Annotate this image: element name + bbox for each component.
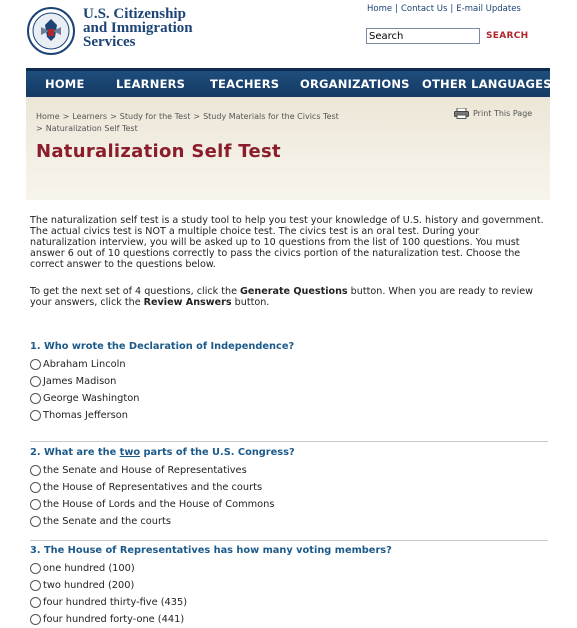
print-page-link[interactable]: [454, 108, 532, 119]
nav-learners[interactable]: LEARNERS: [116, 77, 186, 91]
option-label: the Senate and House of Representatives: [43, 465, 247, 476]
question-2-option-4[interactable]: [30, 513, 548, 530]
breadcrumb-separator: >: [36, 124, 43, 133]
breadcrumb-home[interactable]: Home: [36, 112, 60, 121]
question-1-option-3[interactable]: [30, 390, 548, 407]
question-1-option-1[interactable]: [30, 356, 548, 373]
printer-icon: [454, 108, 469, 119]
radio-button[interactable]: [30, 597, 41, 608]
print-page-label: Print This Page: [473, 109, 533, 118]
instructions-paragraph: [30, 286, 546, 308]
agency-name-line2: and Immigration: [83, 20, 193, 36]
radio-button[interactable]: [30, 499, 41, 510]
question-2-option-2[interactable]: [30, 479, 548, 496]
radio-button[interactable]: [30, 614, 41, 625]
link-separator: |: [450, 4, 454, 14]
option-label: Abraham Lincoln: [43, 359, 126, 370]
radio-button[interactable]: [30, 376, 41, 387]
radio-button[interactable]: [30, 359, 41, 370]
instructions-part1: To get the next set of 4 questions, click the: [30, 286, 241, 297]
nav-organizations[interactable]: ORGANIZATIONS: [300, 77, 410, 91]
question-2-option-3[interactable]: [30, 496, 548, 513]
generate-questions-label: Generate Questions: [240, 286, 348, 297]
breadcrumb-separator: >: [62, 112, 70, 121]
instructions-part3: button.: [231, 297, 270, 308]
nav-home[interactable]: HOME: [45, 77, 85, 91]
question-1-option-2[interactable]: [30, 373, 548, 390]
option-label: the House of Lords and the House of Commons: [43, 499, 275, 510]
option-label: four hundred thirty-five (435): [43, 597, 188, 608]
option-label: four hundred forty-one (441): [43, 614, 185, 625]
option-label: George Washington: [43, 393, 140, 404]
email-updates-link[interactable]: E-mail Updates: [456, 4, 521, 14]
nav-other-languages[interactable]: OTHER LANGUAGES: [422, 77, 552, 91]
agency-name-line3: Services: [83, 34, 136, 50]
breadcrumb-separator: >: [110, 112, 117, 121]
breadcrumb-separator: >: [193, 112, 201, 121]
breadcrumb-study[interactable]: Study for the Test: [119, 112, 191, 121]
site-header: [0, 0, 577, 68]
radio-button[interactable]: [30, 580, 41, 591]
question-1-text: 1. Who wrote the Declaration of Independence?: [30, 341, 295, 352]
option-label: the Senate and the courts: [43, 516, 171, 527]
nav-teachers[interactable]: TEACHERS: [210, 77, 280, 91]
option-label: two hundred (200): [43, 580, 135, 591]
dhs-seal-logo[interactable]: [27, 7, 75, 55]
radio-button[interactable]: [30, 465, 41, 476]
radio-button[interactable]: [30, 516, 41, 527]
intro-paragraph: The naturalization self test is a study tool to help you test your knowledge of U.S. history and government. The actual civics test is NOT a multiple choice test. The civics test is an oral test. During your naturalization interview, you will be asked up to 10 questions from the list of 100 questions. You must answer 6 out of 10 questions correctly to pass the civics portion of the naturalization test. Choose the correct answer to the questions below.: [30, 215, 544, 270]
option-label: Thomas Jefferson: [43, 410, 128, 421]
agency-name-line1: U.S. Citizenship: [83, 6, 186, 22]
question-2-prefix: 2. What are the: [30, 447, 120, 458]
question-2-option-1[interactable]: [30, 462, 548, 479]
question-3-option-4[interactable]: [30, 611, 548, 628]
agency-name[interactable]: [83, 7, 193, 49]
utility-links: [367, 4, 521, 14]
contact-us-link[interactable]: Contact Us: [400, 4, 448, 14]
option-label: the House of Representatives and the courts: [43, 482, 263, 493]
question-3: [30, 545, 548, 628]
question-2: [30, 447, 548, 530]
breadcrumb-materials[interactable]: Study Materials for the Civics Test: [203, 112, 339, 121]
main-nav: [26, 68, 550, 97]
search-button[interactable]: SEARCH: [486, 31, 529, 41]
question-1-option-4[interactable]: [30, 407, 548, 424]
breadcrumb: [36, 111, 456, 135]
question-divider: [30, 441, 548, 442]
question-3-text: 3. The House of Representatives has how many voting members?: [30, 545, 392, 556]
instructions-part2: button. When you are ready to review your answers, click the: [30, 286, 533, 308]
link-separator: |: [395, 4, 398, 14]
title-panel: [26, 97, 550, 200]
home-link[interactable]: Home: [367, 4, 393, 14]
option-label: one hundred (100): [43, 563, 135, 574]
question-3-option-2[interactable]: [30, 577, 548, 594]
breadcrumb-current: Naturalization Self Test: [45, 124, 138, 133]
question-2-suffix: parts of the U.S. Congress?: [140, 447, 295, 458]
page-title: Naturalization Self Test: [36, 141, 281, 162]
radio-button[interactable]: [30, 482, 41, 493]
review-answers-label: Review Answers: [143, 297, 232, 308]
radio-button[interactable]: [30, 393, 41, 404]
question-3-option-3[interactable]: [30, 594, 548, 611]
search-input[interactable]: [366, 28, 480, 44]
option-label: James Madison: [43, 376, 117, 387]
breadcrumb-learners[interactable]: Learners: [72, 112, 108, 121]
radio-button[interactable]: [30, 563, 41, 574]
question-3-option-1[interactable]: [30, 560, 548, 577]
question-2-text: [30, 447, 548, 458]
question-2-emphasis: two: [119, 447, 141, 458]
question-divider: [30, 540, 548, 541]
question-1: [30, 341, 548, 424]
radio-button[interactable]: [30, 410, 41, 421]
